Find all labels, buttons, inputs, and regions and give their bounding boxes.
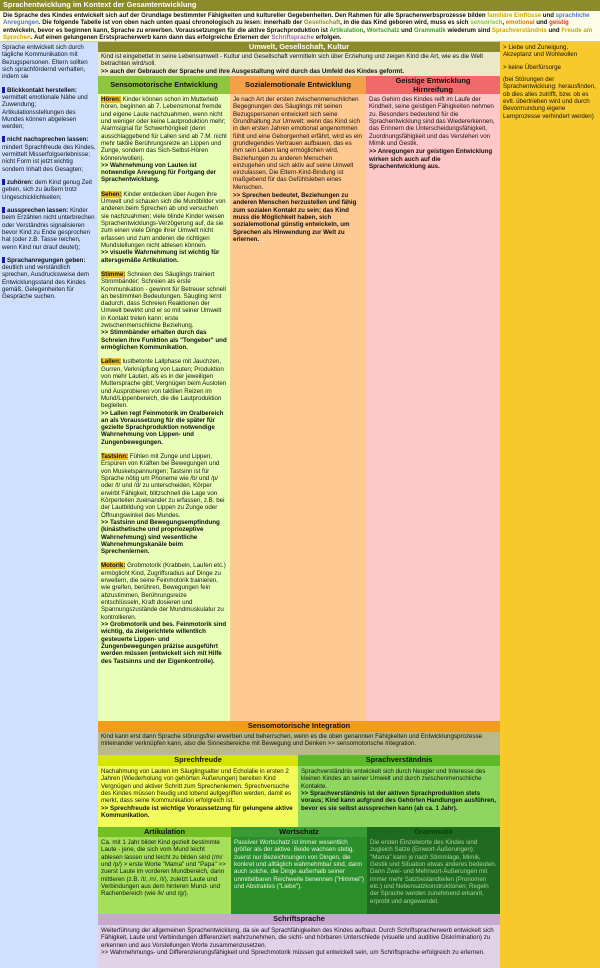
tip-blickkontakt bbox=[2, 87, 96, 131]
intro-text: wiederum sind bbox=[445, 26, 492, 34]
grammatik-heading: Grammatik bbox=[367, 827, 500, 837]
tip-text: dem Kind genug Zeit geben, sich zu äußern trotz Ungeschicklichkeiten; bbox=[2, 179, 92, 201]
schriftsprache-conclusion: >> Wahrnehmungs- und Differenzierungsfähigkeit und Sprechmotorik müssen gut entwickelt sein, um Schriftsprache erfolgreich zu erlernen. bbox=[101, 948, 485, 956]
keyword-label: Motorik: bbox=[101, 562, 126, 570]
bullet-marker bbox=[2, 179, 5, 185]
artikulation-body: Ca. mit 1 Jahr bildet Kind gezielt bestimmte Laute - jene, die sich vom Mund leicht ablesen lassen und leicht zu bilden sind (/m/ und /p/) > erste Worte "Mama" und "Papa" >> zuerst Laute im vorderen Mundbereich, dann mittleren (z.B. /t/, /n/, /l/), zuletzt Laute und Verbindungen aus dem hinteren Mund- und Rachenbereich (wie /k/ und /g/). bbox=[98, 837, 231, 914]
sprechfreude-text: Nachahmung von Lauten im Säuglingsalter und Echolalie in ersten 2 Jahren (Wiederholung von gehörten Äußerungen) bereiten Kind Vergnügen und aktiver Schritt zum Sprechenlernen. Sprechversuche des Kindes müssen freudig und lobend aufgegriffen werden, damit es merkt, dass seine Kommunikation erfolgreich ist. bbox=[101, 768, 292, 805]
right-item: > Liebe und Zuneigung, Akzeptanz und Wohlwollen bbox=[503, 44, 578, 59]
wortschatz-heading: Wortschatz bbox=[231, 827, 367, 837]
block-text: Grobmotorik (Krabbeln, Laufen etc.) ermöglicht Kind, Zugriffsradius auf Dinge zu erweitern, die seine Feinmotorik trainieren, wie greifen, berühren, Bewegungen fein abzustimmen, Berührungsreize entschlüsseln, Kraft dosieren und Spannungszustände der Mundmuskulatur zu kontrollieren. bbox=[101, 562, 226, 621]
verstaendnis-text: Sprachverständnis entwickelt sich durch Neugier und Interesse des kleinen Kindes an seiner Umwelt und durch zwischenmenschliche Kontakte. bbox=[301, 768, 486, 790]
sensomotorik-lallen bbox=[101, 358, 227, 446]
intro-paragraph bbox=[0, 11, 600, 42]
tip-title: zuhören: bbox=[7, 179, 34, 186]
sozial-conclusion: >> Sprechen bedeutet, Beziehungen zu anderen Menschen herzustellen und fähig zum sozialen Kontakt zu sein; das Kind muss die Möglichkeit haben, sich sozialemotional günstig entwickeln, um Sprechen als Hinwendung zur Welt zu erlernen. bbox=[233, 192, 357, 243]
keyword-gesellschaft: Gesellschaft bbox=[303, 19, 341, 27]
sprachverstaendnis-heading: Sprachverständnis bbox=[298, 755, 500, 766]
page-title: Sprachentwicklung im Kontext der Gesamtentwicklung bbox=[0, 0, 600, 11]
block-conclusion: >> Lallen regt Feinmotorik im Oralbereich an als Voraussetzung für die später für gezielte Sprachproduktion notwendige Wahrnehmung von Lippen- und Zungenbewegungen. bbox=[101, 409, 224, 446]
sensomotorik-tastsinn bbox=[101, 453, 227, 555]
tip-title: aussprechen lassen: bbox=[7, 206, 69, 214]
intro-text: erfolgen. bbox=[314, 33, 342, 41]
sensomotorische-heading: Sensomotorische Entwicklung bbox=[98, 76, 230, 94]
sensomotorik-sehen bbox=[101, 191, 227, 264]
keyword-sprachverstaendnis: Sprachverständnis bbox=[491, 26, 547, 34]
sprechfreude-conclusion: >> Sprechfreude ist wichtige Voraussetzung für gelungene aktive Kommunikation. bbox=[101, 804, 293, 819]
geistige-heading-line2: Hirnreifung bbox=[413, 85, 453, 94]
sensointegration-body: Kind kann erst dann Sprache störungsfrei erwerben und beherrschen, wenn es die oben genannten Fähigkeiten und Entwicklungsprozesse miteinander verknüpfen kann, also die Sinnesbereiche mit Bewegung und Denken >> sensomotorische Integration. bbox=[98, 732, 500, 755]
sozialemotionale-heading: Sozialemotionale Entwicklung bbox=[230, 76, 366, 94]
sensointegration-heading: Sensomotorische Integration bbox=[98, 721, 500, 732]
artikulation-heading: Artikulation bbox=[98, 827, 231, 837]
intro-text: . Auf einen gelungenen Erstspracherwerb kann dann das erfolgreiche Erlernen der bbox=[30, 33, 272, 41]
bullet-marker bbox=[2, 136, 5, 142]
tip-title: nicht nachsprechen lassen: bbox=[7, 136, 89, 144]
block-text: Kinder entdecken über Augen ihre Umwelt und schauen sich die Mundbilder von anderen beim Sprechen ab und versuchen sie nachzuahmen; viele blinde Kinder weisen Sprachentwicklungs-Verzögerung auf, da sie zum einen viele Dinge ihrer Umwelt nicht erfassen und zum anderen die richtigen Mundstellungen nicht ablesen können. bbox=[101, 190, 226, 249]
geistige-body bbox=[366, 94, 500, 721]
sensomotorik-hoeren bbox=[101, 96, 227, 184]
geistig-text: Das Gehirn des Kindes reift im Laufe der Kindheit, seine geistigen Fähigkeiten nehmen zu. Besonders bedeutend für die Sprachentwicklung sind das Wiedererkennen, das Erinnern die Unterscheidungsfähigkeit, Zuordnungsfähigkeit und das Verstehen von Mimik und Gestik. bbox=[369, 96, 495, 147]
geistig-conclusion: >> Anregungen zur geistigen Entwicklung wirken sich auch auf die Sprachentwicklung aus. bbox=[369, 148, 493, 170]
sensomotorik-motorik bbox=[101, 562, 227, 664]
sprachverstaendnis-body bbox=[298, 766, 500, 827]
keyword-label: Sehen: bbox=[101, 190, 122, 198]
sozialemotionale-body bbox=[230, 94, 366, 721]
block-conclusion: >> Tastsinn und Bewegungsempfindung (kinästhetische und propriozeptive Wahrnehmung) sind wesentliche Wahrnehmungskanäle beim Sprechenlernen. bbox=[101, 518, 220, 556]
keyword-schriftsprache: Schriftsprache bbox=[271, 33, 314, 41]
keyword-wortschatz: Wortschatz bbox=[366, 26, 400, 34]
wortschatz-body: Passiver Wortschatz ist immer wesentlich größer als der aktive. Beide wachsen stetig, zuerst nur Bezeichnungen von Dingen, die konkret und alltäglich wahrnehmbar sind, dann auch solche, die Dinge außerhalb seiner unmittelbaren Reichweite benennen ("Himmel") und Abstraktes ("Liebe"). bbox=[231, 837, 367, 914]
block-text: Fühlen mit Zunge und Lippen, Erspüren von Kräften bei Bewegungen und von Muskelspannungen; Tastsinn ist für Sprache nötig um Phoneme wie /b/ und /p/ oder /t/ und /d/ zu unterscheiden, Körper erwirbt Fähigkeit, blitzschnell die Lage von Körperteilen zueinander zu erfassen, z.B. bei der Lautbildung von Lippen zu Zunge oder Öffnungswinkel des Mundes. bbox=[101, 453, 225, 519]
grammatik-body: Die ersten Einzelworte des Kindes sind zugleich Satze (Einwort-Äußerungen): "Mama" kann je nach Stimmlage, Mimik, Gestik und Situation etwas anderes bedeuten. Dann Zwei- und Mehrwort-Äußerungen mit immer mehr Satzbestandteilen (Pronomen etc.) und Nebensatzkonstruktionen; Regeln der Sprache werden zunehmend erkannt, erprobt und angewendet. bbox=[367, 837, 500, 914]
schriftsprache-text: Weiterführung der allgemeinen Sprachentwicklung, da sie auf Sprachfähigkeiten des Kindes aufbaut. Durch Schriftspracherwerb entwickelt sich Fähigkeit, Laute und Verbindungen differenziert wahrzunehmen, die sicht- und hörbaren Unterschiede (visuelle und auditive Diskrimination) zu erkennen und aus Vorstellungen Worte zusammenzusetzen. bbox=[101, 927, 494, 949]
right-item: > keine Überfürsorge bbox=[503, 63, 561, 71]
block-text: Kinder können schon im Mutterleib hören, beginnen ab 7. Lebensmonat fremde und eigene Laute nachzuahmen, wenn nicht und weniger oder keine Lautproduktion mehr; Alarmsignal für Schwerhörigkeit (denn ausschlaggebend für Lallen sind ab 7.M. nicht mehr taktile Berührungsreize an Lippen und Zunge, sondern das Sich-Selbst-Hören können/wollen). bbox=[101, 96, 227, 162]
intro-text: Die Sprache des Kindes entwickelt sich auf der Grundlage bestimmter Fähigkeiten und kultureller Gegebenheiten. Den Rahmen für alle Spracherwerbsprozesse bilden bbox=[3, 12, 488, 19]
tip-text: mindert Sprachfreude des Kindes, vermittelt Misserfolgserlebnisse; nicht Form ist jetzt wichtig sondern Inhalt des Gesagten; bbox=[2, 143, 96, 173]
tip-text: deutlich und verständlich sprechen, Ausdrucksweise dem Entwicklungsstand des Kindes gemäß, Gelegenheiten für Gespräche suchen. bbox=[2, 264, 90, 301]
parent-behaviour-column bbox=[0, 42, 98, 968]
keyword-freude-am-sprechen: Freude am Sprechen bbox=[3, 26, 593, 41]
intro-text: , bbox=[363, 26, 367, 34]
block-conclusion: >> visuelle Wahrnehmung ist wichtig für altersgemäße Artikulation. bbox=[101, 249, 220, 264]
tip-zuhoeren bbox=[2, 179, 96, 201]
umwelt-text: Kind ist eingebettet in seine Lebensumwelt - Kultur und Gesellschaft vermitteln sich über Erziehung und zeigen Kind die Art, wie es die Welt betrachten wird/soll. bbox=[101, 53, 484, 68]
umwelt-conclusion: >> auch der Gebrauch der Sprache und ihre Ausgestaltung wird durch das Umfeld des Kindes geformt. bbox=[101, 67, 405, 75]
keyword-familiaere-einfluesse: familiäre Einflüsse bbox=[487, 12, 542, 19]
block-conclusion: >> Stimmbänder erhalten durch das Schreien ihre Funktion als "Tongeber" und ermöglichen Kommunikation. bbox=[101, 329, 227, 351]
geistige-heading-line1: Geistige Entwicklung bbox=[395, 76, 471, 85]
keyword-label: Hören: bbox=[101, 96, 121, 103]
bullet-marker bbox=[2, 257, 5, 263]
block-text: lustbetonte Lallphase mit Jauchzen, Gurren, Verknüpfung von Lauten; Produktion von mehr Lauten, als es in der jeweiligen Muttersprache gibt; Vergnügen beim Ausloten und Ausprobieren von taktilen Reizen im Mund/Lippenbereich, die die Lautproduktion begleiten. bbox=[101, 358, 227, 410]
intro-text: und bbox=[534, 19, 550, 27]
umwelt-body bbox=[98, 52, 500, 76]
verstaendnis-conclusion: >> Sprachverständnis ist der aktiven Sprachproduktion stets voraus; Kind kann aufgrund des Gehörten Handlungen ausführen, bevor es sie selbst aussprechen kann (ab ca. 1 Jahr). bbox=[301, 789, 496, 812]
tip-text: vermittelt emotionale Nähe und Zuwendung; Artikulationsstellungen des Mundes können abgelesen werden; bbox=[2, 93, 88, 131]
sensomotorik-stimme bbox=[101, 271, 227, 351]
intro-text: entwickeln, bevor es beginnen kann, Sprache zu erwerben. Voraussetzungen für die aktive Sprachproduktion ist bbox=[3, 26, 330, 34]
sozial-text: Je nach Art der ersten zwischenmenschlichen Begegnungen des Säuglings mit seinen Bezugspersonen entwickelt sich seine Grundhaltung zur Umwelt; wenn das Kind sich in den ersten Jahren emotional angenommen fühlt und eine Geborgenheit erfährt, wird es ein grundlegendes Vertrauen aufbauen, das es ihm sein Leben lang ermöglichen wird, Beziehungen zu anderen Menschen einzugehen und sich aktiv auf seine Umwelt einzulassen. Die Eltern-Kind-Bindung ist maßgebend für das Gefühlsleben eines Menschen. bbox=[233, 96, 362, 191]
right-item: (bei Störungen der Sprachentwicklung: herausfinden, ob dies alles zutrifft, bzw. ob es evtl. übertrieben wird und durch Bevormundung eigene Lernprozesse verhindert werden) bbox=[503, 75, 596, 120]
keyword-geistig: geistig bbox=[549, 19, 569, 27]
keyword-artikulation: Artikulation bbox=[329, 26, 364, 34]
schriftsprache-body bbox=[98, 925, 500, 968]
schriftsprache-heading: Schriftsprache bbox=[98, 914, 500, 925]
block-conclusion: >> Grobmotorik und bes. Feinmotorik sind wichtig, da zielgerichtete willentlich gesteuerte Lippen- und Zungenbewegungen präzise ausgeführt werden müssen (entwickelt sich mit Hilfe des Tastsinns und der Eigenkontrolle). bbox=[101, 620, 227, 665]
intro-text: und bbox=[546, 26, 562, 34]
block-text: Schreien des Säuglings trainiert Stimmbänder; Schreien als erste Kommunikation - gewinnt für Betreuer schnell an bestimmten Bedeutungen, Säugling lernt dadurch, dass Schreien Reaktionen der Umwelt bewirkt und er so mit seiner Umwelt in Kontakt treten kann; erste zwischenmenschliche Beziehung. bbox=[101, 270, 226, 330]
intro-text: und bbox=[541, 12, 556, 19]
keyword-label: Lallen: bbox=[101, 358, 121, 366]
family-influence-column bbox=[500, 42, 600, 968]
bullet-marker bbox=[2, 207, 5, 213]
intro-text: , bbox=[502, 19, 506, 27]
keyword-label: Tastsinn: bbox=[101, 453, 129, 461]
intro-text: . Die folgende Tabelle ist von oben nach unten quasi chronologisch zu lesen: innerhalb der bbox=[38, 19, 304, 27]
tip-title: Blickkontakt herstellen: bbox=[7, 86, 77, 94]
sprechfreude-heading: Sprechfreude bbox=[98, 755, 298, 766]
tip-text: Kinder beim Erzählen nicht unterbrechen oder Verständnis signalisieren bevor Kind zu Ende gesprochen hat (oder z.B. Tasse reichen, wenn Kind nur drauf deutet); bbox=[2, 206, 95, 251]
keyword-sprachliche-anregungen: sprachliche Anregungen bbox=[3, 12, 590, 27]
intro-text: und bbox=[399, 26, 414, 34]
sensomotorische-body bbox=[98, 94, 230, 721]
tip-title: Sprachanregungen geben: bbox=[7, 256, 86, 264]
keyword-emotional: emotional bbox=[505, 19, 535, 27]
intro-text: , in die das Kind geboren wird, muss es sich bbox=[340, 19, 471, 27]
keyword-label: Stimme: bbox=[101, 270, 126, 278]
tip-aussprechen bbox=[2, 207, 96, 251]
tip-sprachanregungen bbox=[2, 257, 96, 301]
keyword-grammatik: Grammatik bbox=[413, 26, 446, 34]
bullet-marker bbox=[2, 87, 5, 93]
umwelt-heading: Umwelt, Gesellschaft, Kultur bbox=[98, 42, 500, 52]
keyword-sensorisch: sensorisch bbox=[470, 19, 503, 27]
left-intro: Sprache entwickelt sich durch tägliche Kommunikation mit Bezugspersonen. Eltern sollten sich sprachfördernd verhalten, indem sie bbox=[2, 44, 88, 81]
block-conclusion: >> Wahrnehmung von Lauten ist notwendige Anregung für Fortgang der Sprachentwicklung. bbox=[101, 161, 216, 184]
tip-nachsprechen bbox=[2, 136, 96, 173]
sprechfreude-body bbox=[98, 766, 298, 827]
geistige-heading bbox=[366, 76, 500, 94]
